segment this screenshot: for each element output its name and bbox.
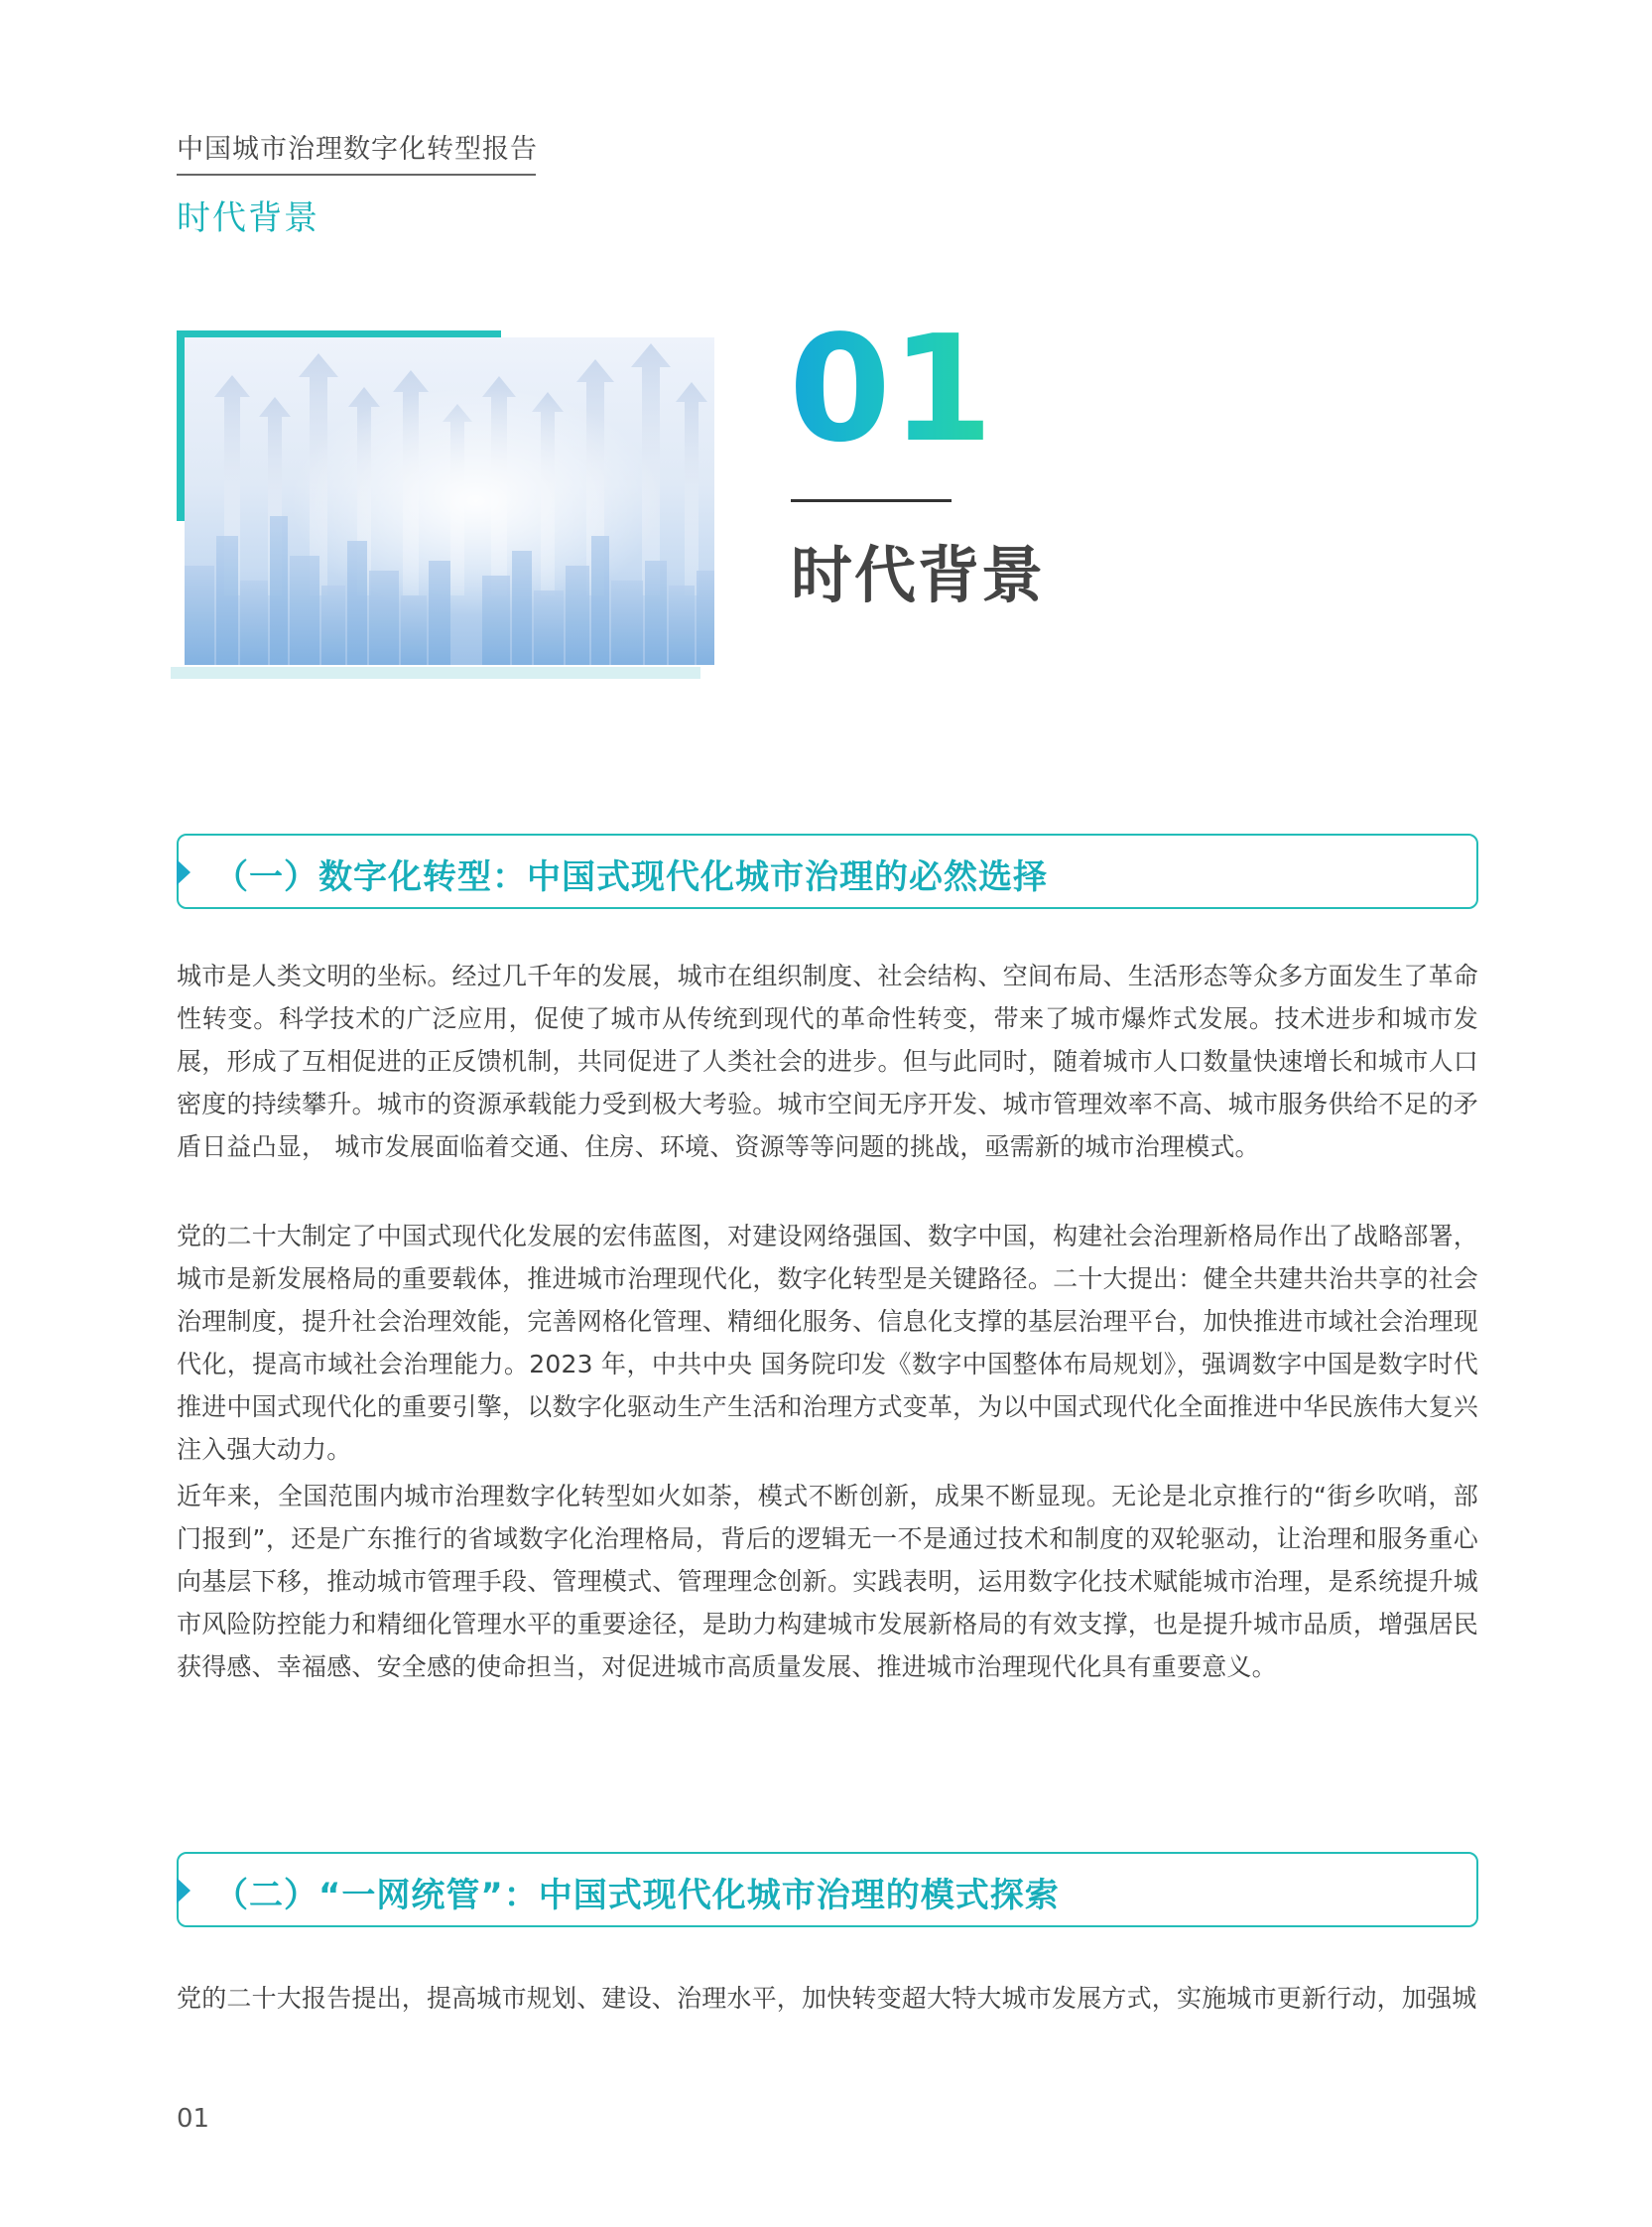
hero-image xyxy=(185,337,714,665)
chapter-divider xyxy=(791,499,952,502)
paragraph-4: 党的二十大报告提出，提高城市规划、建设、治理水平，加快转变超大特大城市发展方式，实施城市更新行动，加强城 xyxy=(177,1984,1477,2013)
header-divider xyxy=(177,174,536,176)
section-heading-2: （二）“一网统管”：中国式现代化城市治理的模式探索 xyxy=(214,1876,1060,1915)
report-title: 中国城市治理数字化转型报告 xyxy=(177,134,538,165)
section-heading-box-1 xyxy=(177,834,1478,909)
paragraph-2: 党的二十大制定了中国式现代化发展的宏伟蓝图，对建设网络强国、数字中国，构建社会治理新格局作出了战略部署，城市是新发展格局的重要载体，推进城市治理现代化，数字化转型是关键路径。二十大提出：健全共建共治共享的社会治理制度，提升社会治理效能，完善网格化管理、精细化服务、信息化支撑的基层治理平台，加快推进市域社会治理现代化，提高市域社会治理能力。2023 年，中共中央 国务院印发《数字中国整体布局规划》，强调数字中国是数字时代推进中国式现代化的重要引擎，以数字化驱动生产生活和治理方式变革，为以中国式现代化全面推进中华民族伟大复兴注入强大动力。 xyxy=(177,1222,1478,1464)
chapter-number: 01 xyxy=(789,304,993,474)
triangle-arrow-icon xyxy=(177,859,191,885)
section-heading-box-2 xyxy=(177,1852,1478,1927)
paragraph-1: 城市是人类文明的坐标。经过几千年的发展，城市在组织制度、社会结构、空间布局、生活形态等众多方面发生了革命性转变。科学技术的广泛应用，促使了城市从传统到现代的革命性转变，带来了城市爆炸式发展。技术进步和城市发展，形成了互相促进的正反馈机制，共同促进了人类社会的进步。但与此同时，随着城市人口数量快速增长和城市人口密度的持续攀升。城市的资源承载能力受到极大考验。城市空间无序开发、城市管理效率不高、城市服务供给不足的矛盾日益凸显， 城市发展面临着交通、住房、环境、资源等等问题的挑战，亟需新的城市治理模式。 xyxy=(177,962,1478,1161)
page-number: 01 xyxy=(177,2104,210,2134)
triangle-arrow-icon xyxy=(177,1878,191,1903)
section-crumb: 时代背景 xyxy=(177,198,319,238)
hero-frame-bottom xyxy=(171,667,700,679)
section-heading-1: （一）数字化转型：中国式现代化城市治理的必然选择 xyxy=(214,857,1048,897)
chapter-title: 时代背景 xyxy=(791,539,1046,611)
paragraph-3: 近年来，全国范围内城市治理数字化转型如火如荼，模式不断创新，成果不断显现。无论是北京推行的“街乡吹哨，部门报到”，还是广东推行的省域数字化治理格局，背后的逻辑无一不是通过技术和制度的双轮驱动，让治理和服务重心向基层下移，推动城市管理手段、管理模式、管理理念创新。实践表明，运用数字化技术赋能城市治理，是系统提升城市风险防控能力和精细化管理水平的重要途径，是助力构建城市发展新格局的有效支撑，也是提升城市品质，增强居民获得感、幸福感、安全感的使命担当，对促进城市高质量发展、推进城市治理现代化具有重要意义。 xyxy=(177,1482,1478,1681)
